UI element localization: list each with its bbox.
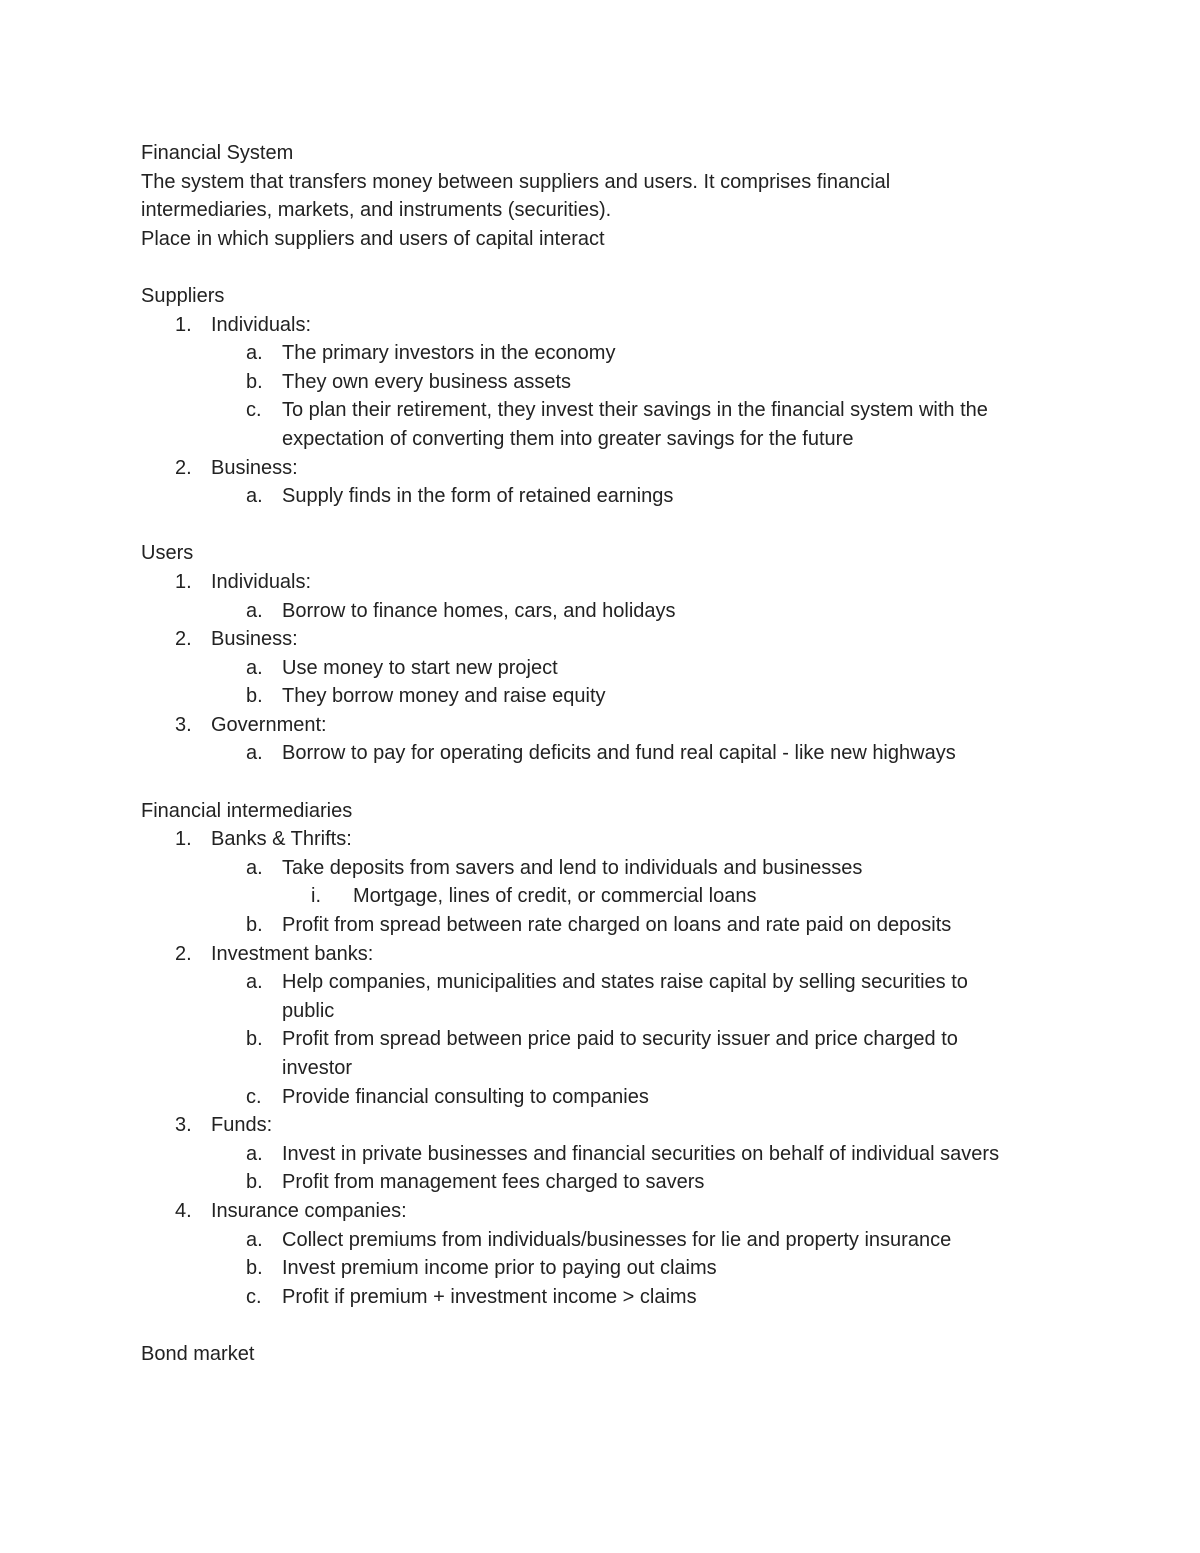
- list-marker: a.: [246, 1142, 263, 1165]
- sub-list-item: [141, 911, 1071, 940]
- spacer: [141, 511, 1071, 540]
- list-marker: 4.: [175, 1199, 192, 1222]
- list-item-text: Borrow to pay for operating deficits and fund real capital - like new highways: [282, 742, 956, 765]
- sub-list-item: [141, 854, 1071, 883]
- list-item: [141, 825, 1071, 854]
- list-item-text: Supply finds in the form of retained earnings: [282, 485, 674, 508]
- list-item-text: Profit from spread between price paid to security issuer and price charged to: [282, 1028, 958, 1051]
- list-item-text: expectation of converting them into greater savings for the future: [282, 427, 854, 450]
- list-item: [141, 454, 1071, 483]
- list-item-text: Mortgage, lines of credit, or commercial loans: [353, 885, 757, 908]
- sub-list-item-continuation: [141, 997, 1071, 1026]
- list-marker: b.: [246, 370, 263, 393]
- intro-line: Place in which suppliers and users of capital interact: [141, 227, 605, 250]
- list-marker: 3.: [175, 1114, 192, 1137]
- spacer: [141, 253, 1071, 282]
- list-item: [141, 568, 1071, 597]
- list-marker: c.: [246, 1285, 262, 1308]
- list-item-text: Provide financial consulting to companies: [282, 1085, 649, 1108]
- list-marker: 2.: [175, 942, 192, 965]
- list-item-text: To plan their retirement, they invest their savings in the financial system with the: [282, 399, 988, 422]
- section-heading-bond-market: Bond market: [141, 1342, 255, 1365]
- intro-line: intermediaries, markets, and instruments (securities).: [141, 199, 612, 222]
- list-marker: c.: [246, 1085, 262, 1108]
- sub-list-item: [141, 1226, 1071, 1255]
- sub-list-item: [141, 682, 1071, 711]
- list-marker: b.: [246, 1028, 263, 1051]
- list-item-label: Insurance companies:: [211, 1199, 407, 1222]
- list-marker: b.: [246, 685, 263, 708]
- sub-list-item: [141, 1283, 1071, 1312]
- sub-list-item: [141, 739, 1071, 768]
- list-item: [141, 711, 1071, 740]
- list-item-text: Collect premiums from individuals/businesses for lie and property insurance: [282, 1228, 952, 1251]
- section-heading-suppliers: Suppliers: [141, 284, 225, 307]
- list-item-text: They borrow money and raise equity: [282, 685, 606, 708]
- list-marker: a.: [246, 971, 263, 994]
- list-item-text: The primary investors in the economy: [282, 342, 616, 365]
- list-item-text: Take deposits from savers and lend to individuals and businesses: [282, 856, 863, 879]
- spacer: [141, 1311, 1071, 1340]
- list-marker: 3.: [175, 713, 192, 736]
- list-item-text: investor: [282, 1057, 353, 1079]
- list-item-text: Invest premium income prior to paying out claims: [282, 1257, 717, 1280]
- sub-list-item: [141, 968, 1071, 997]
- sub-list-item: [141, 1083, 1071, 1112]
- list-marker: i.: [311, 885, 321, 908]
- list-item-text: Profit from spread between rate charged on loans and rate paid on deposits: [282, 914, 952, 937]
- list-item-label: Business:: [211, 456, 298, 479]
- list-item-label: Funds:: [211, 1114, 273, 1137]
- sub-sub-list-item: [141, 882, 1071, 911]
- sub-list-item-continuation: [141, 425, 1071, 454]
- list-item-text: Invest in private businesses and financial securities on behalf of individual savers: [282, 1142, 1000, 1165]
- list-item-text: Profit from management fees charged to savers: [282, 1171, 705, 1194]
- list-item-label: Banks & Thrifts:: [211, 828, 352, 851]
- list-item-text: They own every business assets: [282, 370, 572, 393]
- list-marker: b.: [246, 1257, 263, 1280]
- list-marker: b.: [246, 1171, 263, 1194]
- list-marker: b.: [246, 914, 263, 937]
- list-item-text: Help companies, municipalities and states raise capital by selling securities to: [282, 971, 968, 994]
- sub-list-item: [141, 1025, 1071, 1054]
- list-item: [141, 1197, 1071, 1226]
- sub-list-item: [141, 1168, 1071, 1197]
- list-item-label: Individuals:: [211, 570, 312, 593]
- list-marker: 2.: [175, 456, 192, 479]
- list-item-text: Profit if premium + investment income > claims: [282, 1285, 697, 1308]
- section-heading-intermediaries: Financial intermediaries: [141, 799, 353, 822]
- intro-line: The system that transfers money between suppliers and users. It comprises financial: [141, 170, 891, 193]
- spacer: [141, 768, 1071, 797]
- sub-list-item: [141, 339, 1071, 368]
- list-item: [141, 625, 1071, 654]
- list-marker: 1.: [175, 828, 192, 851]
- list-item: [141, 940, 1071, 969]
- list-marker: c.: [246, 399, 262, 422]
- sub-list-item: [141, 482, 1071, 511]
- document-title: Financial System: [141, 142, 294, 164]
- list-marker: a.: [246, 599, 263, 622]
- sub-list-item: [141, 396, 1071, 425]
- sub-list-item: [141, 597, 1071, 626]
- sub-list-item-continuation: [141, 1054, 1071, 1083]
- section-heading-users: Users: [141, 542, 194, 565]
- sub-list-item: [141, 654, 1071, 683]
- list-marker: a.: [246, 1228, 263, 1251]
- list-marker: a.: [246, 342, 263, 365]
- list-marker: a.: [246, 656, 263, 679]
- sub-list-item: [141, 1140, 1071, 1169]
- list-item-text: Borrow to finance homes, cars, and holidays: [282, 599, 676, 622]
- list-item-text: Use money to start new project: [282, 656, 558, 679]
- list-marker: a.: [246, 856, 263, 879]
- list-item: [141, 311, 1071, 340]
- list-item-text: public: [282, 999, 335, 1022]
- document-page: [141, 139, 1071, 1369]
- list-marker: 1.: [175, 570, 192, 593]
- list-item: [141, 1111, 1071, 1140]
- list-item-label: Individuals:: [211, 313, 312, 336]
- list-marker: 1.: [175, 313, 192, 336]
- sub-list-item: [141, 368, 1071, 397]
- list-item-label: Investment banks:: [211, 942, 374, 965]
- list-marker: 2.: [175, 628, 192, 651]
- list-marker: a.: [246, 742, 263, 765]
- sub-list-item: [141, 1254, 1071, 1283]
- list-marker: a.: [246, 485, 263, 508]
- list-item-label: Business:: [211, 628, 298, 651]
- list-item-label: Government:: [211, 713, 327, 736]
